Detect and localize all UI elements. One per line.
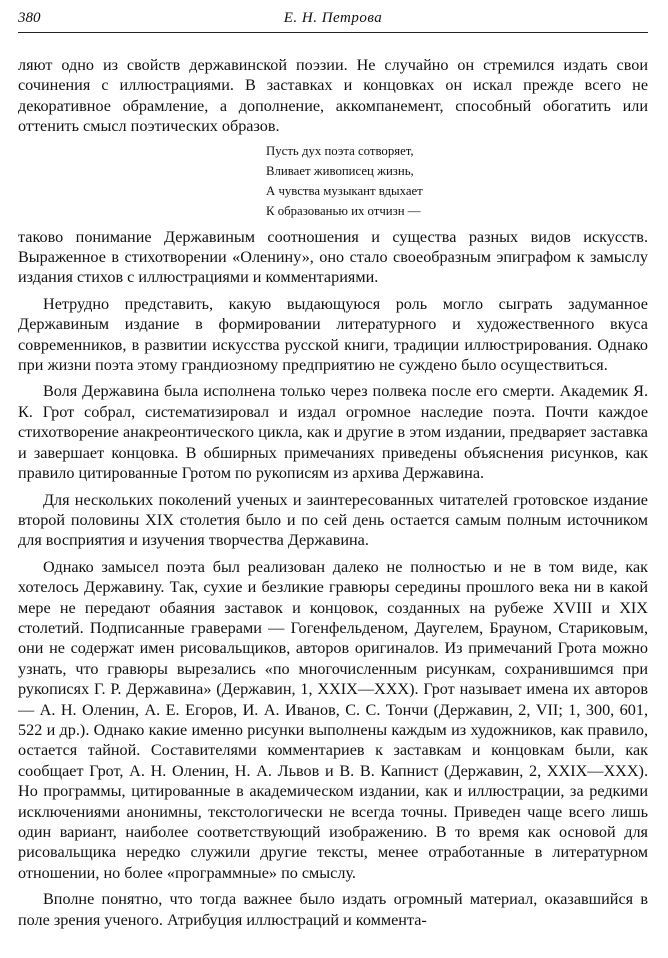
poem-line: Пусть дух поэта сотворяет, [266,143,414,158]
poem-line: Вливает живописец жизнь, [266,163,414,178]
paragraph: ляют одно из свойств державинской поэзии. Не случайно он стремился издать свои сочинения с иллюстрациями. В заставках и концовках он искал прежде всего не декоративное обрамление, а дополнение, аккомпанемент, способный обогатить или оттенить смысл поэтических образов. [18,56,648,136]
paragraph: Нетрудно представить, какую выдающуюся роль могло сыграть задуманное Державиным издание в формировании литературного и художественного вкуса современников, в развитии искусства русской книги, традиции иллюстрирования. Однако при жизни поэта этому грандиозному предприятию не суждено было осуществиться. [18,294,648,375]
paragraph: Воля Державина была исполнена только через полвека после его смерти. Академик Я. К. Грот собрал, систематизировал и издал огромное наследие поэта. Почти каждое стихотворение анакреонтического цикла, как и другие в этом издании, предваряет заставка и завершает концовка. В обширных примечаниях приведены объяснения рисунков, как правило цитированные Гротом по рукописям из архива Державина. [18,382,648,483]
running-title: Е. Н. Петрова [283,10,383,26]
paragraph: таково понимание Державиным соотношения и существа разных видов искусств. Выраженное в стихотворении «Оленину», оно стало своеобразным эпиграфом к замыслу издания стихов с иллюстрациями и комментариями. [18,227,648,287]
poem-line: К образованью их отчизн — [266,203,421,218]
poem-quote [266,141,648,221]
book-page [18,8,648,936]
paragraph: Вполне понятно, что тогда важнее было издать огромный материал, оказавшийся в поле зрения ученого. Атрибуция иллюстраций и коммента- [18,890,648,929]
paragraph: Однако замысел поэта был реализован далеко не полностью и не в том виде, как хотелось Державину. Так, сухие и безликие гравюры середины прошлого века ни в какой мере не передают обаяния заставок и концовок, созданных на рубеже XVIII и XIX столетий. Подписанные граверами — Гогенфельденом, Даугелем, Брауном, Стариковым, они не содержат имен рисовальщиков, авторов оригиналов. Из примечаний Грота можно узнать, что гравюры вырезались «по многочисленным рисункам, сохранившимся при рукописях Г. Р. Державина» (Державин, 1, XXIX—XXX). Грот называет имена их авторов — А. Н. Оленин, А. Е. Егоров, И. А. Иванов, С. С. Тончи (Державин, 2, VII; 1, 300, 601, 522 и др.). Однако какие именно рисунки выполнены каждым из художников, как правило, остается тайной. Составителями комментариев к заставкам и концовкам были, как сообщает Грот, А. Н. Оленин, Н. А. Львов и В. В. Капнист (Державин, 2, XXIX—XXX). Но программы, цитированные в академическом издании, как и иллюстрации, за редкими исключениями анонимны, текстологически не всегда точны. Приведен чаще всего лишь один вариант, наиболее соответствующий изображению. В то время как основой для рисовальщика нередко служили другие тексты, менее отработанные в литературном отношении, но более «программные» по смыслу. [18,557,648,882]
page-header [18,8,648,33]
poem-line: А чувства музыкант вдыхает [266,183,423,198]
page-number: 380 [18,10,41,26]
paragraph: Для нескольких поколений ученых и заинтересованных читателей гротовское издание второй половины XIX столетия было и по сей день остается самым полным источником для восприятия и изучения творчества Державина. [18,490,648,550]
page-body [18,55,648,930]
